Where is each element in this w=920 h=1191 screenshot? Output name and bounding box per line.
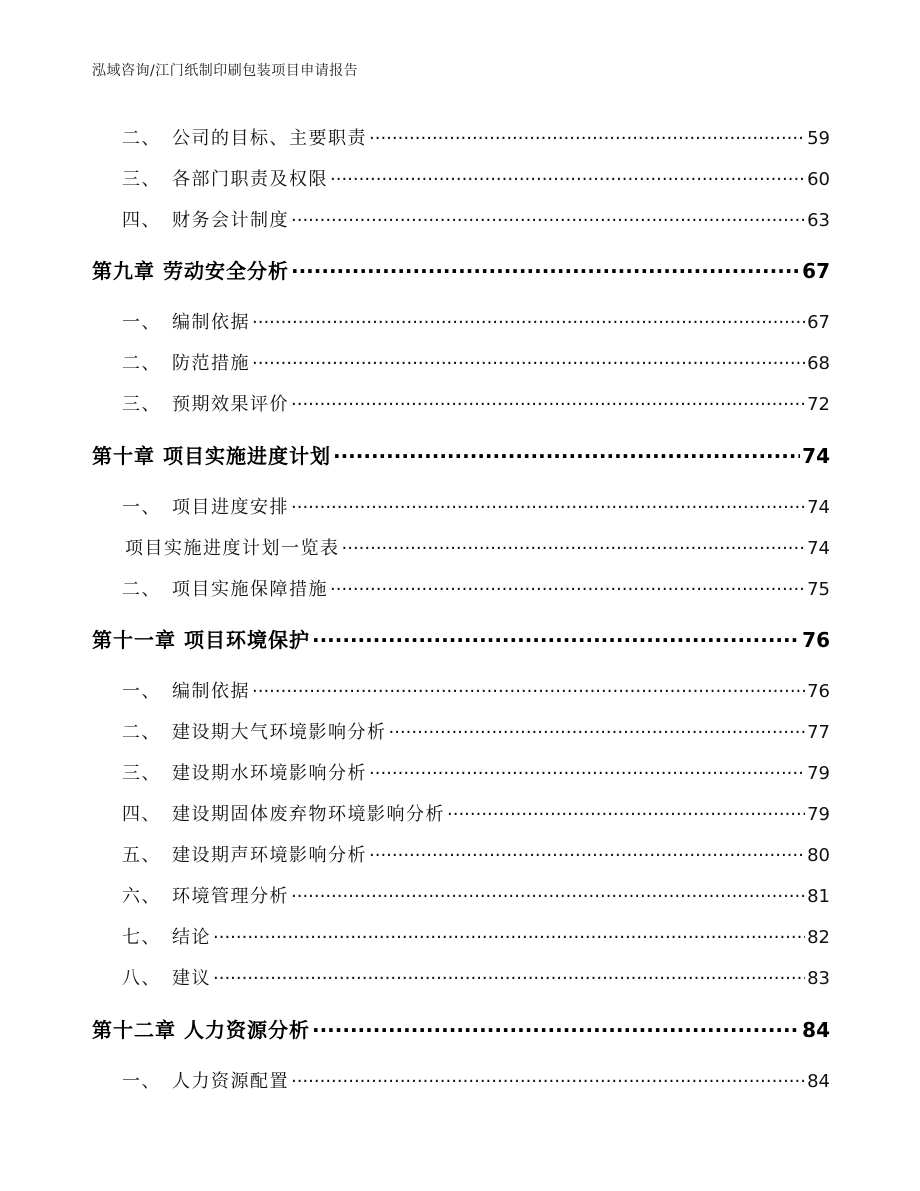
toc-entry-title: 编制依据	[172, 312, 250, 333]
toc-dot-leader	[369, 761, 805, 779]
toc-page-number: 84	[807, 1071, 830, 1092]
toc-entry-title: 建议	[172, 968, 211, 989]
toc-dot-leader	[291, 1069, 805, 1087]
toc-entry-label	[92, 440, 333, 469]
toc-entry-label	[92, 1067, 291, 1093]
toc-entry-marker: 三、	[122, 394, 161, 415]
toc-entry-label	[92, 882, 291, 908]
toc-entry-label	[92, 759, 369, 785]
toc-page-number: 59	[807, 128, 830, 149]
toc-entry-marker: 四、	[122, 804, 161, 825]
toc-entry-marker: 一、	[122, 312, 161, 333]
toc-entry-marker: 三、	[122, 169, 161, 190]
toc-dot-leader	[312, 627, 800, 647]
toc-entry-marker: 八、	[122, 968, 161, 989]
toc-entry-title: 结论	[172, 927, 211, 948]
toc-section-entry[interactable]	[92, 759, 830, 785]
toc-page-number: 72	[807, 394, 830, 415]
toc-entry-title: 预期效果评价	[172, 394, 289, 415]
toc-entry-title: 编制依据	[172, 681, 250, 702]
toc-chapter-entry[interactable]	[92, 1014, 830, 1043]
toc-entry-label	[92, 493, 291, 519]
toc-entry-marker: 二、	[122, 579, 161, 600]
toc-entry-marker: 三、	[122, 763, 161, 784]
toc-page-number: 63	[807, 210, 830, 231]
toc-entry-title: 建设期固体废弃物环境影响分析	[172, 804, 445, 825]
toc-page-number: 82	[807, 927, 830, 948]
toc-entry-label	[92, 124, 369, 150]
header-divider	[92, 86, 828, 87]
toc-entry-label	[92, 964, 213, 990]
toc-page-number: 68	[807, 353, 830, 374]
toc-entry-label	[92, 308, 252, 334]
toc-entry-label	[92, 349, 252, 375]
toc-page-number: 76	[807, 681, 830, 702]
toc-dot-leader	[291, 208, 805, 226]
toc-dot-leader	[342, 536, 806, 554]
running-header: 泓域咨询/江门纸制印刷包装项目申请报告	[92, 63, 359, 79]
toc-section-entry[interactable]	[92, 390, 830, 416]
toc-section-entry[interactable]	[92, 1067, 830, 1093]
toc-section-entry[interactable]	[92, 882, 830, 908]
toc-entry-title: 财务会计制度	[172, 210, 289, 231]
toc-entry-label	[92, 165, 330, 191]
toc-page-number: 67	[802, 259, 830, 283]
toc-entry-title: 项目实施进度计划一览表	[125, 538, 340, 559]
toc-entry-label	[92, 255, 291, 284]
toc-entry-title: 各部门职责及权限	[172, 169, 328, 190]
toc-dot-leader	[252, 310, 805, 328]
toc-entry-label	[92, 923, 213, 949]
toc-entry-marker: 七、	[122, 927, 161, 948]
toc-dot-leader	[369, 843, 805, 861]
toc-entry-label	[92, 800, 447, 826]
toc-entry-label	[92, 575, 330, 601]
toc-entry-title: 第十一章 项目环境保护	[92, 628, 310, 652]
toc-dot-leader	[312, 1017, 800, 1037]
toc-entry-label	[92, 718, 389, 744]
toc-entry-label	[92, 534, 342, 560]
toc-page-number: 75	[807, 579, 830, 600]
toc-chapter-entry[interactable]	[92, 624, 830, 653]
toc-entry-marker: 六、	[122, 886, 161, 907]
toc-section-entry[interactable]	[92, 493, 830, 519]
toc-entry-label	[92, 841, 369, 867]
toc-entry-marker: 四、	[122, 210, 161, 231]
toc-entry-title: 项目进度安排	[172, 497, 289, 518]
toc-chapter-entry[interactable]	[92, 255, 830, 284]
toc-section-entry[interactable]	[92, 677, 830, 703]
toc-page-number: 79	[807, 763, 830, 784]
toc-entry-title: 第十章 项目实施进度计划	[92, 444, 331, 468]
toc-dot-leader	[213, 925, 805, 943]
toc-entry-title: 第九章 劳动安全分析	[92, 259, 289, 283]
toc-page-number: 83	[807, 968, 830, 989]
toc-dot-leader	[291, 884, 805, 902]
toc-entry-title: 建设期声环境影响分析	[172, 845, 367, 866]
toc-entry-marker: 五、	[122, 845, 161, 866]
toc-section-entry[interactable]	[92, 124, 830, 150]
toc-entry-label	[92, 206, 291, 232]
toc-page-number: 79	[807, 804, 830, 825]
toc-section-entry[interactable]	[92, 534, 830, 560]
toc-entry-title: 建设期大气环境影响分析	[172, 722, 387, 743]
toc-entry-marker: 二、	[122, 722, 161, 743]
toc-entry-title: 防范措施	[172, 353, 250, 374]
toc-dot-leader	[252, 351, 805, 369]
toc-entry-marker: 一、	[122, 681, 161, 702]
toc-section-entry[interactable]	[92, 964, 830, 990]
toc-entry-title: 建设期水环境影响分析	[172, 763, 367, 784]
toc-section-entry[interactable]	[92, 718, 830, 744]
toc-page-number: 84	[802, 1018, 830, 1042]
toc-entry-marker: 二、	[122, 128, 161, 149]
toc-dot-leader	[291, 258, 800, 278]
toc-dot-leader	[252, 679, 805, 697]
toc-section-entry[interactable]	[92, 923, 830, 949]
toc-section-entry[interactable]	[92, 206, 830, 232]
toc-section-entry[interactable]	[92, 800, 830, 826]
toc-entry-label	[92, 677, 252, 703]
toc-dot-leader	[333, 443, 800, 463]
toc-entry-label	[92, 1014, 312, 1043]
toc-dot-leader	[389, 720, 806, 738]
toc-section-entry[interactable]	[92, 165, 830, 191]
toc-page-number: 67	[807, 312, 830, 333]
toc-page-number: 80	[807, 845, 830, 866]
toc-section-entry[interactable]	[92, 575, 830, 601]
toc-dot-leader	[330, 167, 805, 185]
toc-page-number: 74	[807, 497, 830, 518]
toc-section-entry[interactable]	[92, 349, 830, 375]
toc-dot-leader	[330, 577, 805, 595]
toc-chapter-entry[interactable]	[92, 440, 830, 469]
toc-entry-marker: 一、	[122, 497, 161, 518]
toc-dot-leader	[291, 495, 805, 513]
toc-dot-leader	[447, 802, 805, 820]
toc-dot-leader	[291, 392, 805, 410]
toc-section-entry[interactable]	[92, 308, 830, 334]
toc-page-number: 81	[807, 886, 830, 907]
toc-page-number: 60	[807, 169, 830, 190]
toc-page-number: 74	[802, 444, 830, 468]
toc-section-entry[interactable]	[92, 841, 830, 867]
toc-dot-leader	[369, 126, 805, 144]
toc-dot-leader	[213, 966, 805, 984]
toc-entry-marker: 一、	[122, 1071, 161, 1092]
toc-entry-title: 环境管理分析	[172, 886, 289, 907]
toc-entry-title: 公司的目标、主要职责	[172, 128, 367, 149]
toc-entry-marker: 二、	[122, 353, 161, 374]
toc-page-number: 74	[807, 538, 830, 559]
toc-entry-label	[92, 390, 291, 416]
toc-page-number: 77	[807, 722, 830, 743]
toc-entry-title: 项目实施保障措施	[172, 579, 328, 600]
toc-entry-title: 第十二章 人力资源分析	[92, 1018, 310, 1042]
toc-page-number: 76	[802, 628, 830, 652]
toc-entry-title: 人力资源配置	[172, 1071, 289, 1092]
toc-entry-label	[92, 624, 312, 653]
